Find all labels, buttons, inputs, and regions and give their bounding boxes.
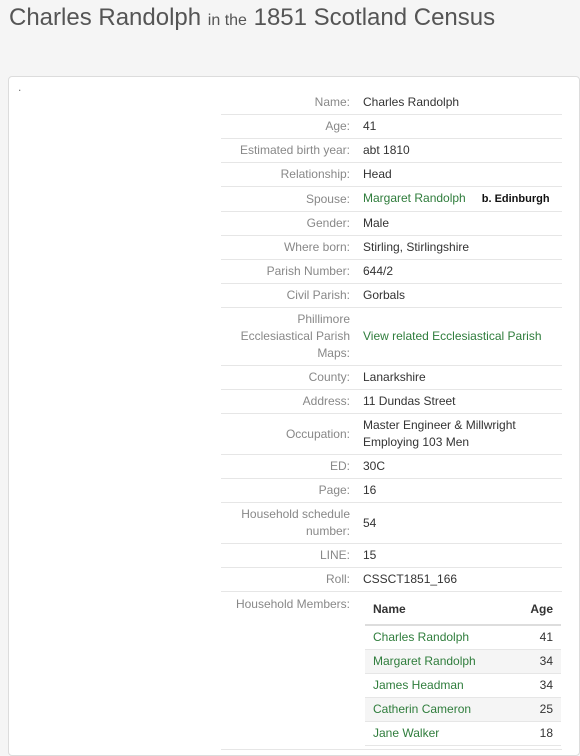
household-schedule-label-line2: number: xyxy=(305,524,350,538)
roll-value: CSSCT1851_166 xyxy=(358,568,562,592)
household-members-label: Household Members: xyxy=(221,592,358,750)
household-table xyxy=(365,595,561,746)
household-row xyxy=(365,722,561,746)
row-phillimore xyxy=(221,308,562,366)
gender-label: Gender: xyxy=(221,212,358,236)
page-title xyxy=(9,4,495,32)
member-name-link[interactable]: James Headman xyxy=(373,678,464,692)
address-value: 11 Dundas Street xyxy=(358,390,562,414)
county-label: County: xyxy=(221,366,358,390)
row-occupation xyxy=(221,414,562,455)
member-age: 34 xyxy=(513,650,561,674)
title-connector: in the xyxy=(207,12,247,29)
page-label: Page: xyxy=(221,479,358,503)
row-relationship xyxy=(221,163,562,187)
row-age xyxy=(221,115,562,139)
row-ed xyxy=(221,455,562,479)
household-schedule-value: 54 xyxy=(358,503,562,544)
household-schedule-label xyxy=(221,503,358,544)
occupation-line1: Master Engineer & Millwright xyxy=(363,418,516,432)
birth-year-label: Estimated birth year: xyxy=(221,139,358,163)
phillimore-label-line3: Maps: xyxy=(317,346,350,360)
phillimore-cell xyxy=(358,308,562,366)
record-card xyxy=(8,76,580,756)
member-age: 41 xyxy=(513,625,561,650)
birth-year-value: abt 1810 xyxy=(358,139,562,163)
roll-label: Roll: xyxy=(221,568,358,592)
household-col-age: Age xyxy=(513,595,561,625)
where-born-label: Where born: xyxy=(221,236,358,260)
civil-parish-value: Gorbals xyxy=(358,284,562,308)
row-address xyxy=(221,390,562,414)
household-row xyxy=(365,625,561,650)
row-line xyxy=(221,544,562,568)
page-value: 16 xyxy=(358,479,562,503)
member-age: 25 xyxy=(513,698,561,722)
card-dot: . xyxy=(18,80,22,94)
row-gender xyxy=(221,212,562,236)
name-label: Name: xyxy=(221,91,358,115)
household-header-row xyxy=(365,595,561,625)
county-value: Lanarkshire xyxy=(358,366,562,390)
parish-number-label: Parish Number: xyxy=(221,260,358,284)
line-label: LINE: xyxy=(221,544,358,568)
row-page xyxy=(221,479,562,503)
row-birth-year xyxy=(221,139,562,163)
member-name-link[interactable]: Jane Walker xyxy=(373,726,440,740)
address-label: Address: xyxy=(221,390,358,414)
row-county xyxy=(221,366,562,390)
member-age: 34 xyxy=(513,674,561,698)
row-roll xyxy=(221,568,562,592)
civil-parish-label: Civil Parish: xyxy=(221,284,358,308)
occupation-label: Occupation: xyxy=(221,414,358,455)
member-age: 18 xyxy=(513,722,561,746)
spouse-cell xyxy=(358,187,562,212)
household-members-cell xyxy=(358,592,562,750)
gender-value: Male xyxy=(358,212,562,236)
row-parish-number xyxy=(221,260,562,284)
member-name xyxy=(365,674,513,698)
household-row xyxy=(365,650,561,674)
ed-value: 30C xyxy=(358,455,562,479)
household-row xyxy=(365,674,561,698)
age-value: 41 xyxy=(358,115,562,139)
occupation-line2: Employing 103 Men xyxy=(363,435,470,449)
title-person-name: Charles Randolph xyxy=(9,4,202,31)
row-name xyxy=(221,91,562,115)
title-census: 1851 Scotland Census xyxy=(253,4,496,31)
row-spouse xyxy=(221,187,562,212)
household-schedule-label-line1: Household schedule xyxy=(241,507,350,521)
relationship-label: Relationship: xyxy=(221,163,358,187)
member-name-link[interactable]: Margaret Randolph xyxy=(373,654,476,668)
phillimore-label-line1: Phillimore xyxy=(297,312,350,326)
row-civil-parish xyxy=(221,284,562,308)
record-table xyxy=(221,91,562,750)
member-name xyxy=(365,698,513,722)
ed-label: ED: xyxy=(221,455,358,479)
relationship-value: Head xyxy=(358,163,562,187)
member-name xyxy=(365,650,513,674)
row-household xyxy=(221,592,562,750)
age-label: Age: xyxy=(221,115,358,139)
member-name-link[interactable]: Charles Randolph xyxy=(373,630,470,644)
spouse-link[interactable]: Margaret Randolph xyxy=(363,191,466,205)
parish-number-value: 644/2 xyxy=(358,260,562,284)
spouse-birthplace: b. Edinburgh xyxy=(481,193,550,205)
where-born-value: Stirling, Stirlingshire xyxy=(358,236,562,260)
household-col-name: Name xyxy=(365,595,513,625)
row-where-born xyxy=(221,236,562,260)
name-value: Charles Randolph xyxy=(358,91,562,115)
member-name xyxy=(365,722,513,746)
household-row xyxy=(365,698,561,722)
spouse-label: Spouse: xyxy=(221,187,358,212)
member-name xyxy=(365,625,513,650)
phillimore-label xyxy=(221,308,358,366)
row-household-schedule xyxy=(221,503,562,544)
phillimore-label-line2: Ecclesiastical Parish xyxy=(240,329,350,343)
line-value: 15 xyxy=(358,544,562,568)
occupation-value xyxy=(358,414,562,455)
ecclesiastical-parish-link[interactable]: View related Ecclesiastical Parish xyxy=(363,329,542,343)
member-name-link[interactable]: Catherin Cameron xyxy=(373,702,472,716)
